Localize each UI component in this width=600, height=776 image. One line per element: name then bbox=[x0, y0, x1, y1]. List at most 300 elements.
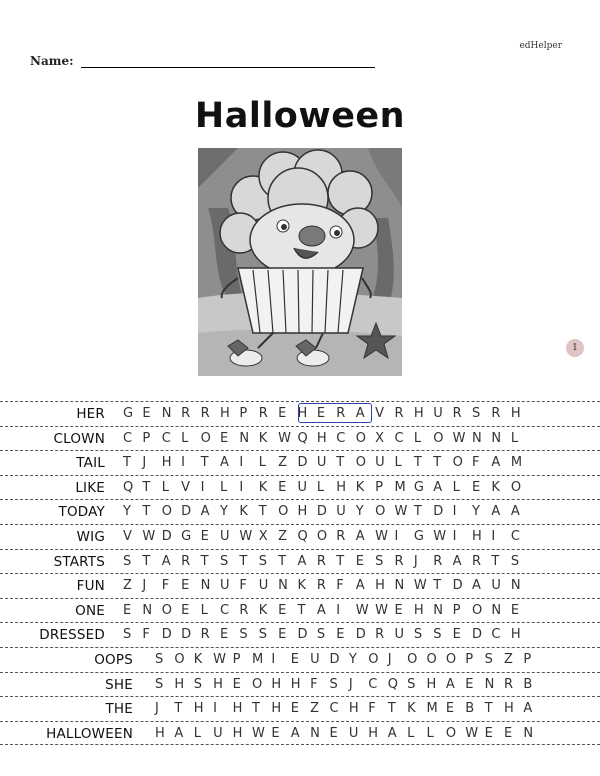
grid-letter[interactable]: R bbox=[336, 406, 346, 421]
grid-letter[interactable]: R bbox=[452, 406, 462, 421]
grid-letter[interactable]: C bbox=[123, 430, 133, 446]
grid-letter[interactable]: K bbox=[355, 479, 365, 495]
grid-letter[interactable]: H bbox=[232, 725, 243, 741]
grid-letter[interactable]: I bbox=[239, 455, 244, 471]
grid-letter[interactable]: I bbox=[336, 602, 341, 618]
grid-letter[interactable]: N bbox=[491, 602, 502, 618]
grid-letter[interactable]: N bbox=[239, 430, 250, 446]
grid-letter[interactable]: A bbox=[200, 504, 210, 520]
grid-letter[interactable]: E bbox=[142, 406, 151, 421]
grid-letter[interactable]: H bbox=[510, 627, 521, 643]
grid-letter[interactable]: X bbox=[258, 528, 268, 544]
grid-letter[interactable]: P bbox=[375, 479, 383, 495]
grid-letter[interactable]: R bbox=[316, 553, 326, 569]
grid-letter[interactable]: D bbox=[316, 504, 327, 520]
grid-letter[interactable]: S bbox=[510, 553, 520, 569]
grid-letter[interactable]: R bbox=[200, 627, 210, 643]
grid-letter[interactable]: S bbox=[484, 651, 493, 667]
grid-letter[interactable]: E bbox=[123, 602, 132, 618]
grid-letter[interactable]: Z bbox=[278, 455, 288, 471]
grid-letter[interactable]: T bbox=[433, 455, 442, 471]
grid-letter[interactable]: O bbox=[251, 676, 263, 692]
grid-letter[interactable]: E bbox=[290, 701, 299, 717]
grid-letter[interactable]: E bbox=[181, 602, 190, 618]
grid-letter[interactable]: R bbox=[472, 553, 482, 569]
grid-letter[interactable]: E bbox=[278, 627, 287, 643]
grid-letter[interactable]: Y bbox=[123, 504, 131, 520]
grid-letter[interactable]: O bbox=[161, 504, 173, 520]
grid-letter[interactable]: M bbox=[510, 455, 523, 471]
grid-letter[interactable]: C bbox=[510, 528, 520, 544]
grid-letter[interactable]: R bbox=[394, 406, 404, 421]
word-row-halloween bbox=[0, 721, 600, 746]
grid-letter[interactable]: L bbox=[407, 725, 415, 741]
grid-letter[interactable]: E bbox=[278, 602, 287, 618]
grid-letter[interactable]: E bbox=[232, 676, 241, 692]
grid-letter[interactable]: E bbox=[510, 602, 520, 618]
grid-letter[interactable]: Q bbox=[387, 676, 398, 692]
grid-letter[interactable]: D bbox=[472, 627, 483, 643]
grid-letter[interactable]: A bbox=[316, 602, 326, 618]
grid-letter[interactable]: L bbox=[193, 725, 202, 741]
grid-letter[interactable]: G bbox=[413, 528, 424, 544]
target-word: OOPS bbox=[94, 651, 133, 668]
grid-letter[interactable]: O bbox=[472, 602, 483, 618]
grid-letter[interactable]: Y bbox=[355, 504, 364, 520]
grid-letter[interactable]: P bbox=[232, 651, 241, 667]
grid-letter[interactable]: R bbox=[181, 553, 191, 569]
grid-letter[interactable]: J bbox=[155, 701, 159, 717]
grid-letter[interactable]: A bbox=[523, 701, 533, 717]
grid-letter[interactable]: S bbox=[155, 651, 164, 667]
grid-letter[interactable]: T bbox=[433, 578, 442, 594]
grid-letter[interactable]: H bbox=[213, 676, 223, 692]
grid-letter[interactable]: N bbox=[510, 578, 521, 594]
grid-letter[interactable]: K bbox=[258, 602, 268, 618]
grid-letter[interactable]: U bbox=[219, 528, 230, 544]
grid-letter[interactable]: T bbox=[123, 455, 131, 471]
grid-letter[interactable]: H bbox=[297, 504, 308, 520]
grid-letter[interactable]: R bbox=[491, 406, 501, 421]
grid-letter[interactable]: N bbox=[491, 430, 502, 446]
grid-letter[interactable]: W bbox=[375, 528, 388, 544]
grid-letter[interactable]: H bbox=[161, 455, 172, 471]
grid-letter[interactable]: Y bbox=[348, 651, 357, 667]
grid-letter[interactable]: F bbox=[310, 676, 318, 692]
grid-letter[interactable]: O bbox=[355, 455, 366, 471]
grid-letter[interactable]: L bbox=[510, 430, 519, 446]
grid-letter[interactable]: F bbox=[472, 455, 480, 471]
grid-letter[interactable]: T bbox=[174, 701, 183, 717]
grid-letter[interactable]: W bbox=[452, 430, 466, 446]
grid-letter[interactable]: E bbox=[452, 627, 461, 643]
grid-letter[interactable]: E bbox=[484, 725, 493, 741]
grid-letter[interactable]: J bbox=[413, 553, 418, 569]
grid-letter[interactable]: U bbox=[297, 479, 308, 495]
grid-letter[interactable]: A bbox=[433, 479, 443, 495]
grid-letter[interactable]: S bbox=[407, 676, 416, 692]
grid-letter[interactable]: W bbox=[394, 504, 408, 520]
grid-letter[interactable]: A bbox=[472, 578, 481, 594]
grid-letter[interactable]: F bbox=[239, 578, 247, 594]
grid-letter[interactable]: D bbox=[355, 627, 366, 643]
grid-letter[interactable]: D bbox=[181, 504, 192, 520]
grid-letter[interactable]: K bbox=[407, 701, 416, 717]
grid-letter[interactable]: D bbox=[297, 455, 308, 471]
grid-letter[interactable]: A bbox=[491, 504, 501, 520]
grid-letter[interactable]: A bbox=[355, 578, 365, 594]
grid-letter[interactable]: N bbox=[523, 725, 534, 741]
grid-letter[interactable]: C bbox=[329, 701, 339, 717]
grid-letter[interactable]: H bbox=[336, 479, 347, 495]
grid-letter[interactable]: J bbox=[142, 578, 147, 594]
grid-letter[interactable]: K bbox=[258, 479, 268, 495]
grid-letter[interactable]: S bbox=[219, 553, 229, 569]
target-word: FUN bbox=[76, 578, 105, 595]
grid-letter[interactable]: S bbox=[413, 627, 423, 643]
grid-letter[interactable]: W bbox=[433, 528, 447, 544]
grid-letter[interactable]: L bbox=[161, 479, 170, 495]
grid-letter[interactable]: L bbox=[258, 455, 266, 471]
grid-letter[interactable]: T bbox=[200, 455, 209, 471]
grid-letter[interactable]: H bbox=[219, 406, 230, 421]
grid-letter[interactable]: I bbox=[181, 455, 186, 471]
grid-letter[interactable]: C bbox=[491, 627, 501, 643]
grid-letter[interactable]: T bbox=[336, 455, 345, 471]
grid-letter[interactable]: J bbox=[142, 455, 147, 471]
grid-letter[interactable]: Z bbox=[278, 528, 288, 544]
grid-letter[interactable]: R bbox=[433, 553, 443, 569]
grid-letter[interactable]: D bbox=[161, 627, 172, 643]
grid-letter[interactable]: I bbox=[452, 528, 457, 544]
grid-letter[interactable]: M bbox=[251, 651, 264, 667]
grid-letter[interactable]: O bbox=[200, 430, 211, 446]
grid-letter[interactable]: G bbox=[123, 406, 134, 421]
grid-letter[interactable]: P bbox=[452, 602, 461, 618]
grid-letter[interactable]: H bbox=[426, 676, 437, 692]
word-row-dressed bbox=[0, 622, 600, 647]
grid-letter[interactable]: T bbox=[297, 602, 306, 618]
grid-letter[interactable]: E bbox=[271, 725, 280, 741]
grid-letter[interactable]: N bbox=[394, 578, 405, 594]
grid-letter[interactable]: B bbox=[523, 676, 533, 692]
grid-letter[interactable]: L bbox=[394, 455, 402, 471]
word-row-clown bbox=[0, 426, 600, 451]
grid-letter[interactable]: H bbox=[510, 406, 521, 421]
grid-letter[interactable]: R bbox=[239, 602, 249, 618]
grid-letter[interactable]: H bbox=[472, 528, 482, 544]
grid-letter[interactable]: P bbox=[142, 430, 151, 446]
grid-letter[interactable]: A bbox=[452, 553, 462, 569]
grid-letter[interactable]: D bbox=[161, 528, 172, 544]
grid-letter[interactable]: H bbox=[375, 578, 385, 594]
grid-letter[interactable]: A bbox=[355, 406, 365, 421]
grid-letter[interactable]: N bbox=[484, 676, 495, 692]
grid-letter[interactable]: O bbox=[316, 528, 328, 544]
grid-letter[interactable]: P bbox=[239, 406, 248, 421]
grid-letter[interactable]: O bbox=[174, 651, 185, 667]
grid-letter[interactable]: S bbox=[123, 627, 132, 643]
grid-letter[interactable]: S bbox=[258, 553, 267, 569]
grid-letter[interactable]: D bbox=[181, 627, 192, 643]
grid-letter[interactable]: K bbox=[258, 430, 268, 446]
grid-letter[interactable]: A bbox=[387, 725, 397, 741]
grid-letter[interactable]: H bbox=[232, 701, 243, 717]
grid-letter[interactable]: F bbox=[142, 627, 150, 643]
grid-letter[interactable]: T bbox=[142, 479, 151, 495]
grid-letter[interactable]: U bbox=[336, 504, 346, 520]
grid-letter[interactable]: E bbox=[278, 479, 287, 495]
grid-letter[interactable]: H bbox=[271, 676, 282, 692]
grid-letter[interactable]: O bbox=[407, 651, 418, 667]
grid-letter[interactable]: O bbox=[161, 602, 173, 618]
grid-letter[interactable]: U bbox=[316, 455, 327, 471]
grid-letter[interactable]: Q bbox=[123, 479, 134, 495]
grid-letter[interactable]: A bbox=[161, 553, 171, 569]
grid-letter[interactable]: H bbox=[413, 602, 424, 618]
grid-letter[interactable]: C bbox=[394, 430, 404, 446]
grid-letter[interactable]: U bbox=[310, 651, 320, 667]
grid-letter[interactable]: S bbox=[329, 676, 338, 692]
grid-letter[interactable]: S bbox=[193, 676, 203, 692]
grid-letter[interactable]: T bbox=[200, 553, 209, 569]
grid-letter[interactable]: H bbox=[271, 701, 282, 717]
grid-letter[interactable]: Z bbox=[310, 701, 320, 717]
grid-letter[interactable]: R bbox=[200, 406, 210, 421]
grid-letter[interactable]: L bbox=[316, 479, 325, 495]
grid-letter[interactable]: E bbox=[472, 479, 481, 495]
grid-letter[interactable]: D bbox=[329, 651, 340, 667]
grid-letter[interactable]: K bbox=[491, 479, 500, 495]
grid-letter[interactable]: H bbox=[290, 676, 301, 692]
grid-letter[interactable]: Q bbox=[297, 528, 308, 544]
grid-letter[interactable]: T bbox=[142, 553, 151, 569]
grid-letter[interactable]: D bbox=[433, 504, 444, 520]
name-line[interactable] bbox=[81, 56, 375, 68]
grid-letter[interactable]: E bbox=[336, 627, 345, 643]
grid-letter[interactable]: T bbox=[278, 553, 287, 569]
grid-letter[interactable]: N bbox=[278, 578, 288, 594]
grid-letter[interactable]: U bbox=[258, 578, 269, 594]
grid-letter[interactable]: W bbox=[278, 430, 291, 446]
grid-letter[interactable]: C bbox=[336, 430, 346, 446]
grid-letter[interactable]: O bbox=[452, 455, 463, 471]
grid-letter[interactable]: U bbox=[491, 578, 501, 594]
grid-letter[interactable]: O bbox=[445, 725, 457, 741]
grid-letter[interactable]: O bbox=[426, 651, 437, 667]
grid-letter[interactable]: D bbox=[297, 627, 308, 643]
grid-letter[interactable]: F bbox=[336, 578, 344, 594]
grid-letter[interactable]: L bbox=[181, 430, 189, 446]
grid-letter[interactable]: A bbox=[290, 725, 300, 741]
grid-letter[interactable]: N bbox=[161, 406, 172, 421]
grid-letter[interactable]: H bbox=[413, 406, 424, 421]
grid-letter[interactable]: S bbox=[472, 406, 481, 421]
grid-letter[interactable]: E bbox=[316, 406, 326, 421]
target-word: DRESSED bbox=[39, 627, 105, 644]
grid-letter[interactable]: P bbox=[465, 651, 474, 667]
brand-label: edHelper bbox=[519, 41, 562, 51]
grid-letter[interactable]: O bbox=[445, 651, 457, 667]
grid-letter[interactable]: A bbox=[174, 725, 184, 741]
grid-letter[interactable]: A bbox=[445, 676, 455, 692]
grid-letter[interactable]: V bbox=[123, 528, 132, 544]
grid-letter[interactable]: X bbox=[375, 430, 384, 446]
grid-letter[interactable]: U bbox=[375, 455, 385, 471]
grid-letter[interactable]: W bbox=[142, 528, 156, 544]
grid-letter[interactable]: P bbox=[523, 651, 532, 667]
grid-letter[interactable]: T bbox=[387, 701, 396, 717]
grid-letter[interactable]: I bbox=[271, 651, 276, 667]
grid-letter[interactable]: M bbox=[426, 701, 438, 717]
grid-letter[interactable]: E bbox=[465, 676, 474, 692]
grid-letter[interactable]: R bbox=[336, 528, 346, 544]
grid-letter[interactable]: V bbox=[375, 406, 384, 421]
grid-letter[interactable]: T bbox=[484, 701, 493, 717]
grid-letter[interactable]: K bbox=[297, 578, 307, 594]
grid-letter[interactable]: L bbox=[413, 430, 422, 446]
grid-letter[interactable]: O bbox=[278, 504, 289, 520]
word-row-she bbox=[0, 672, 600, 697]
grid-letter[interactable]: N bbox=[472, 430, 482, 446]
grid-letter[interactable]: V bbox=[181, 479, 191, 495]
name-field-row bbox=[30, 52, 375, 68]
grid-letter[interactable]: J bbox=[387, 651, 392, 667]
grid-letter[interactable]: H bbox=[155, 725, 165, 741]
grid-letter[interactable]: O bbox=[433, 430, 444, 446]
grid-letter[interactable]: A bbox=[510, 504, 520, 520]
grid-letter[interactable]: U bbox=[394, 627, 404, 643]
grid-letter[interactable]: R bbox=[181, 406, 191, 421]
grid-letter[interactable]: T bbox=[413, 504, 422, 520]
grid-letter[interactable]: T bbox=[491, 553, 500, 569]
grid-letter[interactable]: L bbox=[200, 602, 208, 618]
grid-letter[interactable]: T bbox=[142, 504, 151, 520]
grid-letter[interactable]: S bbox=[258, 627, 267, 643]
grid-letter[interactable]: E bbox=[219, 627, 229, 643]
grid-letter[interactable]: I bbox=[213, 701, 218, 717]
grid-letter[interactable]: O bbox=[510, 479, 522, 495]
grid-letter[interactable]: U bbox=[213, 725, 223, 741]
grid-letter[interactable]: U bbox=[348, 725, 359, 741]
grid-letter[interactable]: A bbox=[297, 553, 307, 569]
grid-letter[interactable]: D bbox=[452, 578, 463, 594]
grid-letter[interactable]: Y bbox=[219, 504, 228, 520]
grid-letter[interactable]: O bbox=[375, 504, 386, 520]
grid-letter[interactable]: W bbox=[239, 528, 253, 544]
grid-letter[interactable]: E bbox=[329, 725, 338, 741]
grid-letter[interactable]: K bbox=[239, 504, 248, 520]
grid-letter[interactable]: S bbox=[433, 627, 442, 643]
grid-letter[interactable]: L bbox=[219, 479, 228, 495]
grid-letter[interactable]: R bbox=[504, 676, 514, 692]
grid-letter[interactable]: T bbox=[258, 504, 267, 520]
grid-letter[interactable]: I bbox=[239, 479, 244, 495]
grid-letter[interactable]: H bbox=[348, 701, 359, 717]
grid-letter[interactable]: C bbox=[368, 676, 378, 692]
grid-letter[interactable]: Y bbox=[472, 504, 480, 520]
grid-letter[interactable]: O bbox=[355, 430, 366, 446]
grid-letter[interactable]: U bbox=[433, 406, 443, 421]
grid-letter[interactable]: I bbox=[394, 528, 399, 544]
grid-letter[interactable]: K bbox=[193, 651, 203, 667]
grid-letter[interactable]: I bbox=[491, 528, 496, 544]
grid-letter[interactable]: E bbox=[355, 553, 364, 569]
grid-letter[interactable]: I bbox=[452, 504, 457, 520]
grid-letter[interactable]: S bbox=[375, 553, 384, 569]
grid-letter[interactable]: L bbox=[426, 725, 434, 741]
grid-letter[interactable]: T bbox=[336, 553, 345, 569]
grid-letter[interactable]: T bbox=[413, 455, 422, 471]
grid-letter[interactable]: S bbox=[123, 553, 132, 569]
grid-letter[interactable]: E bbox=[394, 602, 403, 618]
grid-letter[interactable]: T bbox=[251, 701, 260, 717]
grid-letter[interactable]: W bbox=[213, 651, 227, 667]
grid-letter[interactable]: M bbox=[394, 479, 406, 495]
grid-letter[interactable]: J bbox=[348, 676, 353, 692]
grid-letter[interactable]: F bbox=[161, 578, 170, 594]
grid-letter[interactable]: L bbox=[452, 479, 460, 495]
grid-letter[interactable]: R bbox=[375, 627, 385, 643]
grid-letter[interactable]: G bbox=[181, 528, 192, 544]
grid-letter[interactable]: W bbox=[465, 725, 479, 741]
grid-letter[interactable]: E bbox=[445, 701, 455, 717]
grid-letter[interactable]: N bbox=[200, 578, 211, 594]
grid-letter[interactable]: W bbox=[375, 602, 388, 618]
grid-letter[interactable]: U bbox=[219, 578, 230, 594]
grid-letter[interactable]: H bbox=[368, 725, 379, 741]
grid-letter[interactable]: H bbox=[316, 430, 327, 446]
grid-letter[interactable]: H bbox=[193, 701, 204, 717]
grid-letter[interactable]: A bbox=[219, 455, 229, 471]
grid-letter[interactable]: E bbox=[219, 430, 229, 446]
grid-letter[interactable]: S bbox=[239, 627, 248, 643]
grid-letter[interactable]: R bbox=[258, 406, 268, 421]
grid-letter[interactable]: Z bbox=[123, 578, 132, 594]
grid-letter[interactable]: W bbox=[355, 602, 369, 618]
grid-letter[interactable]: A bbox=[491, 455, 501, 471]
grid-letter[interactable]: C bbox=[161, 430, 171, 446]
grid-letter[interactable]: C bbox=[219, 602, 230, 618]
grid-letter[interactable]: H bbox=[174, 676, 185, 692]
grid-letter[interactable]: R bbox=[316, 578, 326, 594]
grid-letter[interactable]: N bbox=[433, 602, 443, 618]
grid-letter[interactable]: E bbox=[278, 406, 287, 421]
grid-letter[interactable]: N bbox=[142, 602, 153, 618]
grid-letter[interactable]: E bbox=[504, 725, 513, 741]
grid-letter[interactable]: S bbox=[316, 627, 326, 643]
grid-letter[interactable]: E bbox=[200, 528, 209, 544]
grid-letter[interactable]: W bbox=[251, 725, 265, 741]
grid-letter[interactable]: Q bbox=[297, 430, 308, 446]
grid-letter[interactable]: I bbox=[200, 479, 205, 495]
grid-letter[interactable]: B bbox=[465, 701, 475, 717]
grid-letter[interactable]: S bbox=[155, 676, 164, 692]
grid-letter[interactable]: Z bbox=[504, 651, 513, 667]
grid-letter[interactable]: H bbox=[504, 701, 514, 717]
grid-letter[interactable]: E bbox=[290, 651, 299, 667]
grid-letter[interactable]: N bbox=[310, 725, 320, 741]
grid-letter[interactable]: R bbox=[394, 553, 404, 569]
grid-letter[interactable]: T bbox=[239, 553, 248, 569]
grid-letter[interactable]: E bbox=[181, 578, 190, 594]
grid-letter[interactable]: W bbox=[413, 578, 427, 594]
grid-letter[interactable]: O bbox=[368, 651, 379, 667]
grid-letter[interactable]: F bbox=[368, 701, 376, 717]
grid-letter[interactable]: A bbox=[355, 528, 365, 544]
grid-letter[interactable]: G bbox=[413, 479, 424, 495]
grid-letter[interactable]: H bbox=[297, 406, 308, 421]
